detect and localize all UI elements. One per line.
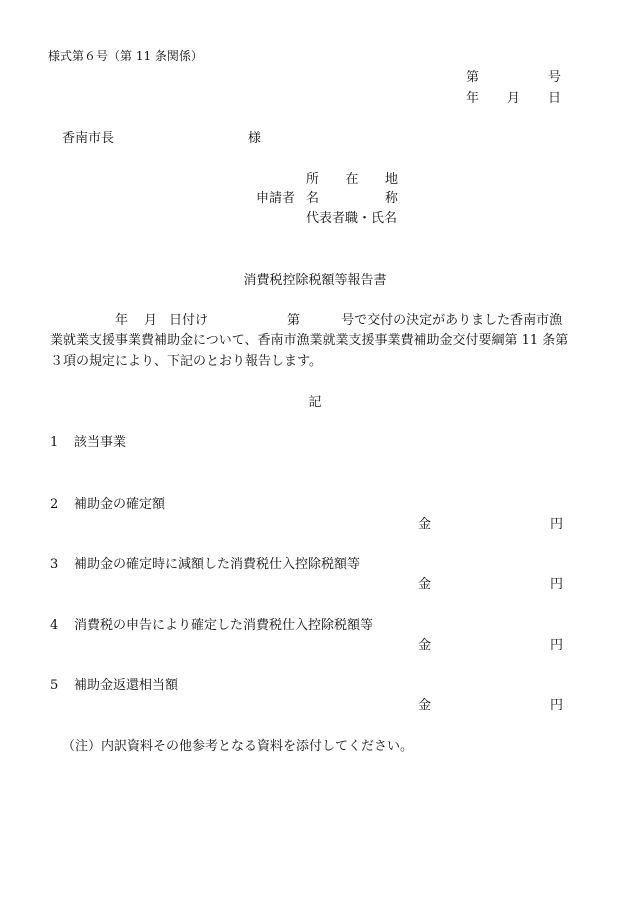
body-line-1 (115, 314, 562, 327)
document-number (466, 71, 561, 84)
item-number: 4 (50, 618, 59, 633)
applicant-role-label: 申請者 (256, 191, 296, 206)
amount-kin: 金 (418, 698, 432, 713)
date-day: 日 (547, 91, 561, 106)
amount-kin: 金 (418, 638, 432, 653)
body-dai: 第 (287, 313, 301, 328)
applicant-name-label (306, 192, 398, 205)
item-label: 補助金の確定額 (74, 497, 166, 512)
item-label: 消費税の申告により確定した消費税仕入控除税額等 (74, 618, 374, 633)
body-line-1-rest: 号で交付の決定がありました香南市漁 (341, 313, 563, 328)
name-char: 名 (306, 191, 320, 206)
amount-kin: 金 (418, 517, 432, 532)
name-char: 称 (384, 191, 398, 206)
document-date (466, 92, 561, 105)
item-number: 5 (50, 678, 59, 693)
body-day-tsuke: 日付け (169, 313, 209, 328)
item-label: 補助金返還相当額 (74, 678, 179, 693)
date-year: 年 (466, 91, 480, 106)
date-month: 月 (506, 91, 520, 106)
addressee-name: 香南市長 (62, 131, 115, 146)
item-number: 1 (50, 435, 59, 450)
document-title: 消費税控除税額等報告書 (243, 273, 387, 288)
amount-yen: 円 (549, 577, 563, 592)
body-line-3: ３項の規定により、下記のとおり報告します。 (50, 354, 322, 369)
ki-heading: 記 (308, 395, 322, 410)
applicant-address-label (306, 173, 398, 186)
body-month: 月 (144, 313, 158, 328)
doc-no-prefix: 第 (466, 70, 480, 85)
address-char: 在 (345, 172, 359, 187)
form-number: 様式第６号（第 11 条関係） (48, 49, 203, 63)
body-year: 年 (115, 313, 129, 328)
applicant-representative-label: 代表者職・氏名 (306, 211, 398, 226)
amount-row (418, 699, 563, 712)
address-char: 地 (384, 172, 398, 187)
doc-no-suffix: 号 (547, 70, 561, 85)
item-number: 3 (50, 557, 59, 572)
attachment-note: （注）内訳資料その他参考となる資料を添付してください。 (62, 739, 414, 754)
amount-yen: 円 (549, 638, 563, 653)
amount-yen: 円 (549, 698, 563, 713)
item-label: 補助金の確定時に減額した消費税仕入控除税額等 (74, 557, 361, 572)
addressee-honorific: 様 (248, 131, 262, 146)
address-char: 所 (306, 172, 320, 187)
amount-row (418, 578, 563, 591)
item-label: 該当事業 (74, 435, 127, 450)
amount-kin: 金 (418, 577, 432, 592)
amount-yen: 円 (549, 517, 563, 532)
body-line-2: 業就業支援事業費補助金について、香南市漁業就業支援事業費補助金交付要綱第 11 条第 (50, 333, 569, 348)
amount-row (418, 518, 563, 531)
item-number: 2 (50, 497, 59, 512)
amount-row (418, 639, 563, 652)
